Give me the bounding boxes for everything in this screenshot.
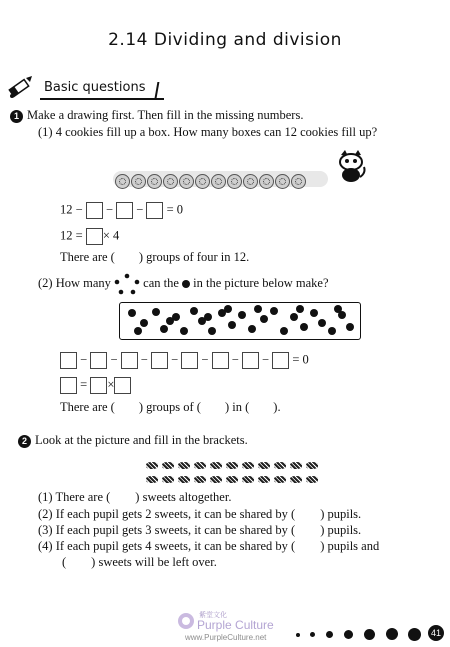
q1-part1-equation1: 12 − − − = 0 xyxy=(60,202,183,219)
dot-icon xyxy=(260,315,268,323)
cookie-icon xyxy=(179,174,194,189)
section-underline xyxy=(40,98,164,100)
dot-ring-icon xyxy=(114,273,140,295)
sweet-icon xyxy=(194,462,206,469)
q1-part2-equation2: = × xyxy=(60,377,131,394)
cookie-icon xyxy=(291,174,306,189)
answer-box[interactable] xyxy=(242,352,259,369)
answer-box[interactable] xyxy=(272,352,289,369)
cookie-icon xyxy=(227,174,242,189)
sweet-icon xyxy=(162,462,174,469)
q2-number: 2 xyxy=(18,435,31,448)
cookie-icon xyxy=(131,174,146,189)
dot-icon xyxy=(166,317,174,325)
cookie-strip xyxy=(113,171,328,187)
pencil-icon xyxy=(6,74,36,102)
q1-part1-equation2: 12 = × 4 xyxy=(60,228,119,245)
sweet-icon xyxy=(306,476,318,483)
section-underline-tail xyxy=(155,82,160,98)
section-title: Basic questions xyxy=(44,80,146,95)
sweet-icon xyxy=(258,476,270,483)
dot-icon xyxy=(208,327,216,335)
q2-line-2: (2) If each pupil gets 2 sweets, it can be shared by ( ) pupils. xyxy=(38,507,362,521)
cat-icon xyxy=(334,149,368,183)
sweet-icon xyxy=(162,476,174,483)
sweet-icon xyxy=(290,462,302,469)
q1-part1-prompt: (1) 4 cookies fill up a box. How many boxes can 12 cookies fill up? xyxy=(38,125,378,139)
dot-icon xyxy=(238,311,246,319)
dot-icon xyxy=(128,309,136,317)
sweet-icon xyxy=(178,462,190,469)
dot-icon xyxy=(190,307,198,315)
q1-part2-prompt: (2) How many can the in the picture below make? xyxy=(38,273,329,295)
sweet-icon xyxy=(242,462,254,469)
q2-line-4: (4) If each pupil gets 4 sweets, it can be shared by ( ) pupils and xyxy=(38,539,380,553)
cookie-icon xyxy=(163,174,178,189)
page-title: 2.14 Dividing and division xyxy=(108,30,342,50)
dot-icon xyxy=(300,323,308,331)
dot-icon xyxy=(180,327,188,335)
sweet-icon xyxy=(194,476,206,483)
answer-box[interactable] xyxy=(121,352,138,369)
dot-icon xyxy=(346,323,354,331)
section-header xyxy=(6,74,166,104)
sweet-icon xyxy=(306,462,318,469)
answer-box[interactable] xyxy=(116,202,133,219)
sweet-icon xyxy=(290,476,302,483)
dot-icon xyxy=(254,305,262,313)
cookie-icon xyxy=(115,174,130,189)
answer-box[interactable] xyxy=(114,377,131,394)
answer-box[interactable] xyxy=(60,377,77,394)
page-dots xyxy=(296,628,422,642)
sweet-icon xyxy=(226,462,238,469)
sweet-icon xyxy=(146,476,158,483)
q2-instruction: 2 Look at the picture and fill in the brackets. xyxy=(18,433,248,448)
dot-icon xyxy=(296,305,304,313)
answer-box[interactable] xyxy=(86,202,103,219)
answer-box[interactable] xyxy=(146,202,163,219)
cookie-icon xyxy=(211,174,226,189)
watermark-chinese: 紫堂文化 xyxy=(199,612,227,619)
dot-icon xyxy=(160,325,168,333)
q1-number: 1 xyxy=(10,110,23,123)
dot-icon xyxy=(270,307,278,315)
dot-icon xyxy=(224,305,232,313)
sweet-icon xyxy=(226,476,238,483)
q1-instruction: 1 Make a drawing first. Then fill in the missing numbers. xyxy=(10,108,303,123)
sweet-icon xyxy=(146,462,158,469)
watermark-brand: Purple Culture xyxy=(197,618,274,632)
answer-box[interactable] xyxy=(90,377,107,394)
dot-icon xyxy=(182,280,190,288)
watermark-url: www.PurpleCulture.net xyxy=(185,633,267,642)
page-number: 41 xyxy=(428,625,444,641)
answer-box[interactable] xyxy=(90,352,107,369)
answer-box[interactable] xyxy=(86,228,103,245)
dot-icon xyxy=(334,305,342,313)
q2-line-5: ( ) sweets will be left over. xyxy=(62,555,217,569)
dot-icon xyxy=(204,313,212,321)
sweets-picture xyxy=(146,456,326,481)
answer-box[interactable] xyxy=(181,352,198,369)
cookie-icon xyxy=(147,174,162,189)
cookie-icon xyxy=(259,174,274,189)
sweet-icon xyxy=(274,476,286,483)
dot-icon xyxy=(228,321,236,329)
sweet-icon xyxy=(210,476,222,483)
dot-icon xyxy=(290,313,298,321)
cookie-icon xyxy=(243,174,258,189)
dot-icon xyxy=(134,327,142,335)
sweet-icon xyxy=(242,476,254,483)
dot-icon xyxy=(152,308,160,316)
dots-picture xyxy=(119,302,361,340)
sweet-icon xyxy=(210,462,222,469)
sweet-icon xyxy=(258,462,270,469)
cookie-icon xyxy=(195,174,210,189)
cookie-icon xyxy=(275,174,290,189)
q1-part2-sentence: There are ( ) groups of ( ) in ( ). xyxy=(60,400,281,414)
dot-icon xyxy=(310,309,318,317)
dot-icon xyxy=(248,325,256,333)
watermark xyxy=(175,610,295,644)
sweet-icon xyxy=(178,476,190,483)
q2-line-3: (3) If each pupil gets 3 sweets, it can be shared by ( ) pupils. xyxy=(38,523,362,537)
answer-box[interactable] xyxy=(60,352,77,369)
q1-part2-equation1: − − − − − − − = 0 xyxy=(60,352,309,369)
dot-icon xyxy=(140,319,148,327)
answer-box[interactable] xyxy=(151,352,168,369)
dot-icon xyxy=(328,327,336,335)
dot-icon xyxy=(280,327,288,335)
purple-culture-logo-icon xyxy=(177,612,195,630)
q1-part1-sentence: There are ( ) groups of four in 12. xyxy=(60,250,250,264)
answer-box[interactable] xyxy=(212,352,229,369)
sweet-icon xyxy=(274,462,286,469)
q2-line-1: (1) There are ( ) sweets altogether. xyxy=(38,490,232,504)
dot-icon xyxy=(318,319,326,327)
